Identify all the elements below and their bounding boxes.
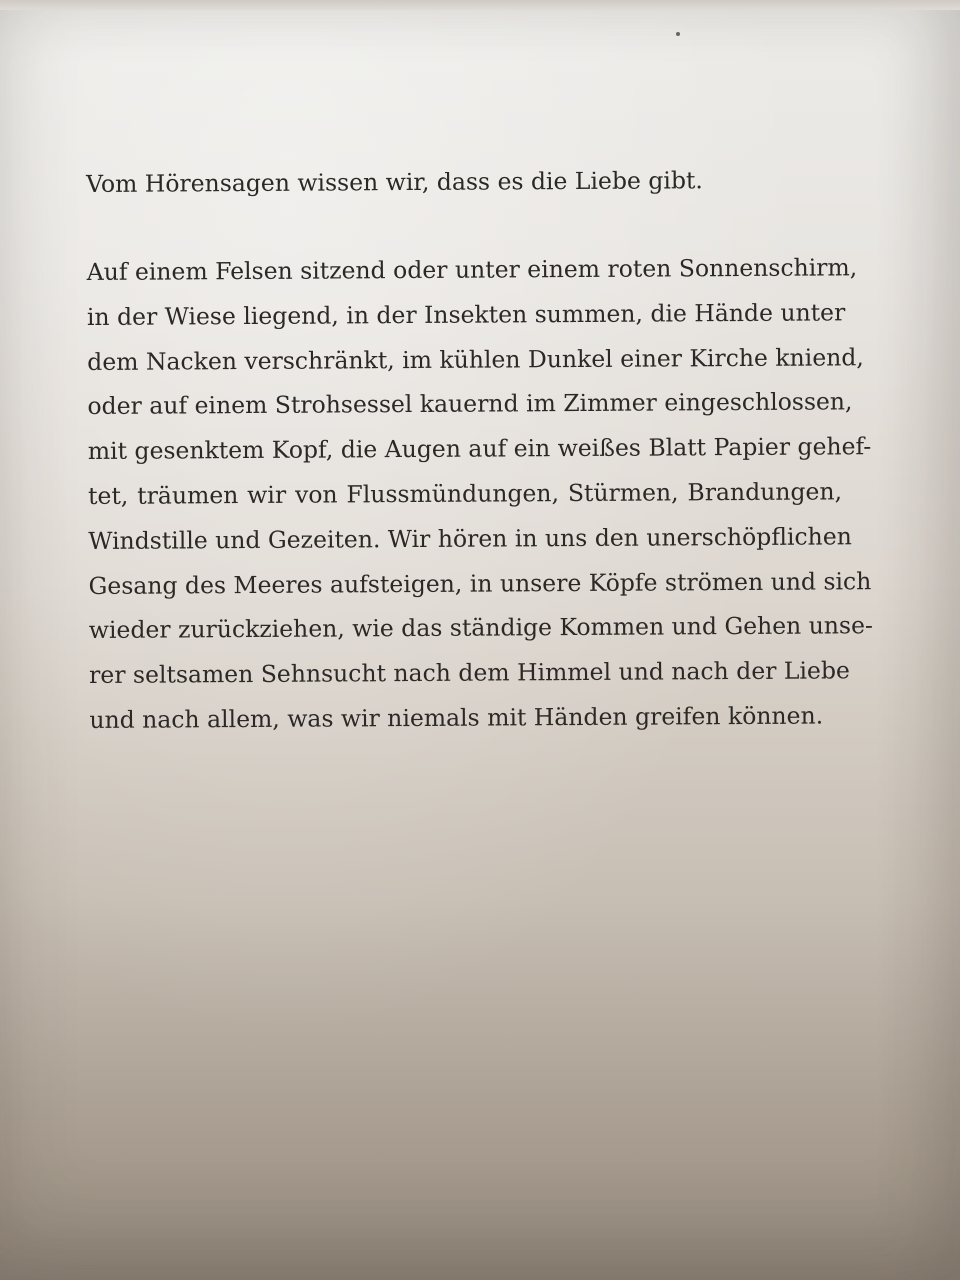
paragraph-line: Auf einem Felsen sitzend oder unter einem roten Sonnenschirm, (86, 253, 858, 286)
paragraph-line: Gesang des Meeres aufsteigen, in unsere Köpfe strömen und sich (88, 566, 872, 600)
paragraph-line: Windstille und Gezeiten. Wir hören in uns den unerschöpflichen (88, 522, 852, 555)
paragraph-line: in der Wiese liegend, in der Insekten summen, die Hände unter (86, 298, 846, 331)
paragraph-line: tet, träumen wir von Flussmündungen, Stürmen, Brandungen, (87, 477, 843, 510)
opening-line: Vom Hörensagen wissen wir, dass es die Liebe gibt. (86, 166, 703, 198)
paragraph-line: mit gesenktem Kopf, die Augen auf ein weißes Blatt Papier gehef- (87, 432, 872, 466)
text-block (86, 157, 873, 742)
book-page (0, 10, 960, 1280)
paragraph (86, 245, 873, 742)
paper-speck (676, 32, 680, 36)
paragraph-line: oder auf einem Strohsessel kauernd im Zimmer eingeschlossen, (87, 387, 853, 421)
paragraph-line: dem Nacken verschränkt, im kühlen Dunkel einer Kirche kniend, (87, 342, 864, 376)
paragraph-line: und nach allem, was wir niemals mit Händen greifen können. (89, 701, 824, 734)
paragraph-line: rer seltsamen Sehnsucht nach dem Himmel und nach der Liebe (89, 656, 850, 690)
paragraph-line: wieder zurückziehen, wie das ständige Kommen und Gehen unse- (88, 611, 873, 645)
